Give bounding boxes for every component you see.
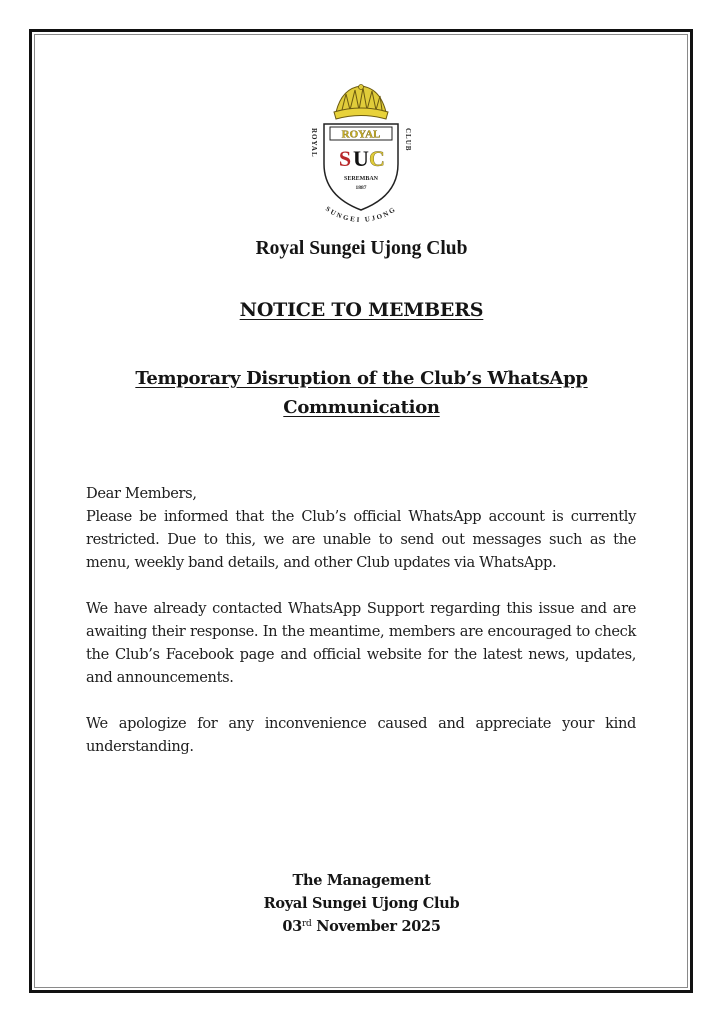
crown-icon [334, 85, 388, 120]
greeting: Dear Members, [86, 485, 197, 502]
club-crest-logo-icon [292, 84, 430, 224]
paragraph-restriction: Please be informed that the Club’s official WhatsApp account is currently restricted. Due to this, we are unable to send out messages such as the menu, weekly band details, and other Club updates via WhatsApp. [86, 508, 636, 571]
signature-organization: Royal Sungei Ujong Club [263, 895, 460, 912]
monogram-c: C [369, 146, 385, 171]
crest-town-text: SEREMBAN [343, 176, 379, 182]
crest-right-arc-text: CLUB [404, 128, 412, 152]
monogram-u: U [353, 146, 369, 171]
notice-title: NOTICE TO MEMBERS [239, 299, 484, 321]
notice-date [0, 915, 723, 938]
crest-banner-text: ROYAL [341, 128, 381, 141]
paragraph-apology: We apologize for any inconvenience caused and appreciate your kind understanding. [86, 715, 636, 755]
monogram-icon [339, 146, 385, 171]
paragraph-support-contact: We have already contacted WhatsApp Support regarding this issue and are awaiting their response. In the meantime, members are encouraged to check the Club’s Facebook page and official website for the latest news, updates, and announcements. [86, 600, 636, 686]
subject-line-1: Temporary Disruption of the Club’s WhatsApp [135, 368, 588, 389]
crest-year-text: 1887 [355, 185, 367, 191]
signature-block [0, 869, 723, 938]
date-day: 03 [282, 918, 302, 935]
signoff: The Management [292, 872, 431, 889]
notice-subject [100, 364, 623, 422]
crest-bottom-arc-textpath: SUNGEI UJONG [323, 204, 399, 224]
crest-left-arc-text: ROYAL [310, 128, 318, 158]
club-name-heading: Royal Sungei Ujong Club [255, 238, 468, 259]
monogram-s: S [338, 146, 352, 171]
date-month-year: November 2025 [316, 918, 441, 935]
subject-line-2: Communication [283, 397, 440, 418]
notice-body [86, 482, 636, 758]
date-suffix: rd [301, 919, 312, 929]
